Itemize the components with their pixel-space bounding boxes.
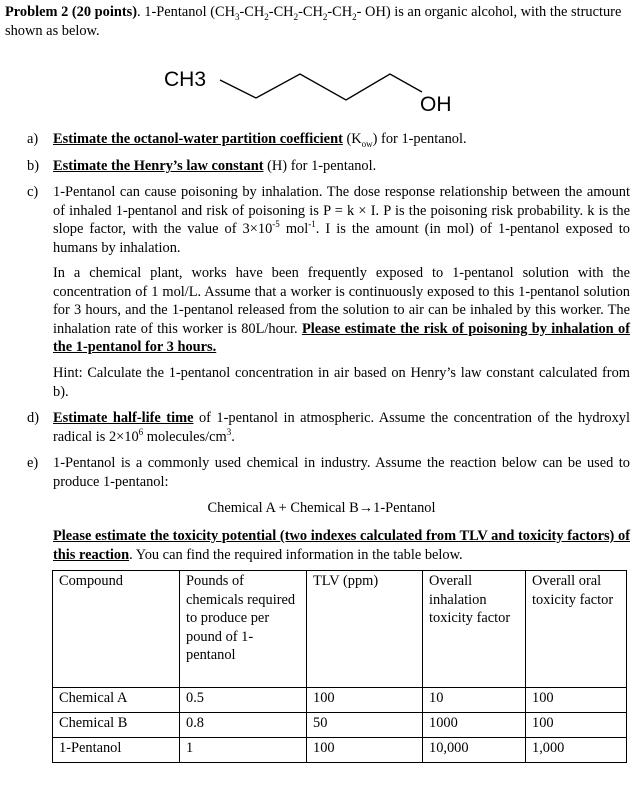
- part-b-task: Estimate the Henry’s law constant: [53, 158, 264, 174]
- part-d-label: d): [27, 410, 39, 426]
- header-compound: Compound: [53, 571, 180, 688]
- part-d-sup-1: 6: [138, 426, 144, 437]
- sub-2b: 2: [293, 11, 299, 22]
- part-c: [27, 183, 630, 257]
- part-c-p1-a: 1-Pentanol can cause poisoning by inhalation. The dose response relationship between the amount of inhaled 1-pentanol and risk of poisoning is P = k × I. P is the poisoning risk probability. k is the slope factor, with the value of 3×10: [53, 184, 630, 237]
- intro-ch-4: -CH: [327, 4, 353, 20]
- oh-label: OH: [420, 93, 452, 116]
- intro-ch-2: -CH: [268, 4, 294, 20]
- part-b: [27, 157, 630, 176]
- part-d: [27, 409, 630, 446]
- part-c-p2: In a chemical plant, works have been frequently exposed to 1-pentanol solution with the concentration of 1 mol/L. Assume that a worker is continuously exposed to this 1-pentanol solution for 3 hours, and the 1-pentanol released from the solution to air can be inhaled by this worker. The inhalation rate of this worker is 80L/hour.: [53, 265, 630, 337]
- problem-heading: Problem 2 (20 points): [5, 4, 138, 20]
- table-cell: 10,000: [423, 738, 526, 763]
- problem-intro: [5, 3, 635, 40]
- part-d-sup-2: 3: [226, 426, 232, 437]
- part-d-text-3: .: [231, 428, 235, 445]
- part-d-text-1: of 1-pentanol in atmospheric. Assume the concentration of the hydroxyl radical is 2×10: [53, 410, 630, 445]
- part-a-task: Estimate the octanol-water partition coefficient: [53, 131, 343, 147]
- table-cell: 1,000: [526, 738, 627, 763]
- part-c-paragraph-2: [53, 264, 630, 357]
- table-cell: 100: [526, 688, 627, 713]
- sub-2c: 2: [322, 11, 328, 22]
- part-c-p1-b: mol: [279, 221, 309, 237]
- header-inhalation-factor: Overall inhalation toxicity factor: [423, 571, 526, 688]
- part-c-task: Please estimate the risk of poisoning by inhalation of the 1-pentanol for 3 hours.: [53, 320, 631, 355]
- table-cell: 10: [423, 688, 526, 713]
- part-b-text: (H) for 1-pentanol.: [263, 158, 377, 174]
- part-e-label: e): [27, 455, 39, 471]
- part-d-task: Estimate half-life time: [53, 410, 194, 426]
- header-tlv: TLV (ppm): [307, 571, 423, 688]
- reaction-equation: Chemical A + Chemical B→1-Pentanol: [207, 500, 436, 516]
- table-cell: 1: [180, 738, 307, 763]
- table-cell: 0.5: [180, 688, 307, 713]
- intro-ch-1: -CH: [239, 4, 265, 20]
- part-e-text: 1-Pentanol is a commonly used chemical in industry. Assume the reaction below can be used to produce 1-pentanol:: [53, 455, 630, 490]
- table-row: [53, 713, 627, 738]
- part-d-text-2: molecules/cm: [143, 428, 227, 445]
- header-pounds: Pounds of chemicals required to produce per pound of 1-pentanol: [180, 571, 307, 688]
- table-header-row: [53, 571, 627, 688]
- part-e-task-paragraph: [53, 527, 630, 564]
- table-cell: 100: [307, 738, 423, 763]
- part-c-sup-1: -5: [272, 219, 280, 230]
- part-e-rest: . You can find the required information in the table below.: [129, 546, 463, 563]
- part-e-task: Please estimate the toxicity potential (two indexes calculated from TLV and toxicity factors) of this reaction: [53, 528, 630, 563]
- part-a-text-2: ) for 1-pentanol.: [372, 131, 467, 147]
- table-cell: 100: [307, 688, 423, 713]
- table-row: [53, 688, 627, 713]
- table-cell: 1-Pentanol: [53, 738, 180, 763]
- carbon-chain: [220, 74, 422, 100]
- part-a-text-1: (K: [342, 131, 362, 147]
- table-cell: 50: [307, 713, 423, 738]
- table-row: [53, 738, 627, 763]
- ch3-label: CH3: [164, 68, 207, 91]
- intro-ch-3: -CH: [298, 4, 323, 20]
- sub-2d: 2: [352, 11, 357, 22]
- table-cell: 1000: [423, 713, 526, 738]
- table-cell: Chemical A: [53, 688, 180, 713]
- toxicity-table: [52, 570, 627, 763]
- pentanol-structure: [160, 60, 480, 120]
- part-b-label: b): [27, 158, 39, 174]
- part-a: [27, 130, 630, 149]
- part-c-hint: Hint: Calculate the 1-pentanol concentration in air based on Henry’s law constant calculated from b).: [53, 365, 630, 400]
- part-c-p1-c: . I is the amount (in mol) of 1-pentanol exposed to humans by inhalation.: [53, 221, 630, 256]
- intro-text-3: - OH) is an organic alcohol, with the structure shown as below.: [5, 4, 622, 39]
- part-e: [27, 454, 630, 491]
- table-cell: 100: [526, 713, 627, 738]
- header-oral-factor: Overall oral toxicity factor: [526, 571, 627, 688]
- kow-sub: ow: [361, 138, 373, 149]
- sub-2a: 2: [264, 11, 269, 22]
- intro-text-1: . 1-Pentanol (CH: [137, 4, 235, 20]
- table-cell: Chemical B: [53, 713, 180, 738]
- part-a-label: a): [27, 131, 39, 147]
- sub-3: 3: [234, 11, 240, 22]
- part-c-label: c): [27, 184, 39, 200]
- part-c-sup-2: -1: [308, 219, 316, 230]
- table-cell: 0.8: [180, 713, 307, 738]
